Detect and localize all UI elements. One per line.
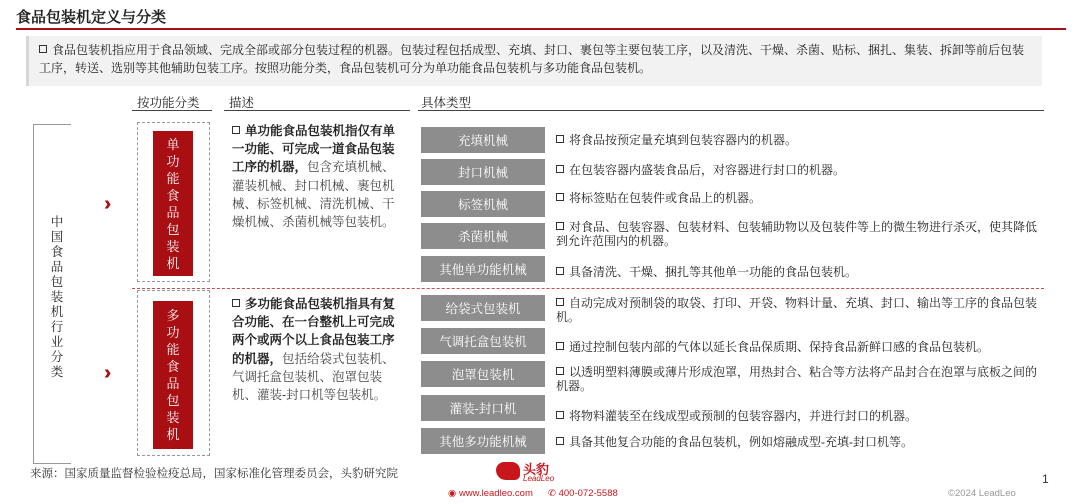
checkbox-bullet-icon (232, 299, 240, 307)
type-label: 泡罩包装机 (421, 361, 545, 387)
category-label-single: 单功能食品包装机 (153, 131, 193, 276)
type-description: 在包装容器内盛装食品后，对容器进行封口的机器。 (556, 163, 1046, 177)
header-rule (224, 110, 410, 111)
type-description: 以透明塑料薄膜或薄片形成泡罩，用热封合、粘合等方法将产品封合在泡罩与底板之间的机器。 (556, 365, 1038, 393)
type-description: 将物料灌装至在线成型或预制的包装容器内，并进行封口的机器。 (556, 409, 1046, 423)
type-label: 标签机械 (421, 191, 545, 217)
header-rule (418, 110, 1044, 111)
category-description-single (232, 122, 404, 231)
header-by-function: 按功能分类 (137, 96, 200, 110)
checkbox-bullet-icon (232, 126, 240, 134)
intro-text: 食品包装机指应用于食品领域、完成全部或部分包装过程的机器。包装过程包括成型、充填、封口、裹包等主要包装工序，以及清洗、干燥、杀菌、贴标、捆扎、集装、拆卸等前后包装工序，转送、选别等其他辅助包装工序。按照功能分类，食品包装机可分为单功能食品包装机与多功能食品包装机。 (39, 43, 1025, 75)
type-description: 通过控制包装内部的气体以延长食品保质期、保持食品新鲜口感的食品包装机。 (556, 340, 1046, 354)
checkbox-bullet-icon (556, 411, 564, 419)
description-bold: 单功能食品包装机指仅有单一功能、可完成一道食品包装工序的机器， (232, 124, 396, 175)
checkbox-bullet-icon (556, 222, 564, 230)
type-label: 充填机械 (421, 127, 545, 153)
type-description: 具备其他复合功能的食品包装机，例如熔融成型-充填-封口机等。 (556, 435, 1046, 449)
page-title: 食品包装机定义与分类 (16, 9, 167, 26)
footer-phone: ✆ 400-072-5588 (548, 488, 618, 499)
phone-icon: ✆ (548, 488, 559, 499)
checkbox-bullet-icon (556, 135, 564, 143)
header-description: 描述 (229, 96, 255, 110)
checkbox-bullet-icon (556, 193, 564, 201)
type-description: 具备清洗、干燥、捆扎等其他单一功能的食品包装机。 (556, 265, 1046, 279)
type-description: 对食品、包装容器、包装材料、包装辅助物以及包装件等上的微生物进行杀灭，使其降低到允许范围内的机器。 (556, 220, 1038, 248)
checkbox-bullet-icon (556, 367, 564, 375)
copyright: ©2024 LeadLeo (948, 488, 1016, 499)
checkbox-bullet-icon (556, 342, 564, 350)
logo-text: 头豹 (523, 462, 550, 477)
type-label: 其他多功能机械 (421, 428, 545, 454)
type-label: 其他单功能机械 (421, 256, 545, 282)
description-bold: 多功能食品包装机指具有复合功能、在一台整机上可完成两个或两个以上食品包装工序的机器， (232, 297, 396, 366)
type-label: 给袋式包装机 (421, 295, 545, 321)
footer-website[interactable]: ◉ www.leadleo.com (448, 488, 533, 499)
section-divider (132, 288, 1044, 289)
leopard-logo-icon (496, 462, 520, 480)
header-rule (132, 110, 212, 111)
checkbox-bullet-icon (556, 267, 564, 275)
title-divider (16, 28, 1066, 30)
page-number: 1 (1042, 472, 1049, 486)
logo-subtext: LeadLeo (523, 474, 555, 483)
type-label: 封口机械 (421, 159, 545, 185)
category-description-multi (232, 295, 404, 404)
category-label-multi: 多功能食品包装机 (153, 301, 193, 449)
type-description: 将食品按预定量充填到包装容器内的机器。 (556, 133, 1046, 147)
description-rest: 包括给袋式包装机、气调托盒包装机、泡罩包装机、灌装-封口机等包装机。 (232, 351, 395, 403)
checkbox-bullet-icon (39, 45, 47, 53)
type-label: 杀菌机械 (421, 223, 545, 249)
checkbox-bullet-icon (556, 298, 564, 306)
type-label: 灌装-封口机 (421, 395, 545, 421)
checkbox-bullet-icon (556, 165, 564, 173)
type-label: 气调托盒包装机 (421, 328, 545, 354)
source-note: 来源：国家质量监督检验检疫总局，国家标准化管理委员会，头豹研究院 (30, 468, 398, 480)
double-chevron-icon: ›› (104, 362, 106, 384)
globe-icon: ◉ (448, 488, 459, 499)
double-chevron-icon: ›› (104, 193, 106, 215)
side-label: 中国食品包装机行业分类 (50, 215, 64, 379)
intro-box (26, 36, 1042, 86)
checkbox-bullet-icon (556, 437, 564, 445)
header-types: 具体类型 (421, 96, 472, 110)
description-rest: 包含充填机械、灌装机械、封口机械、裹包机械、标签机械、清洗机械、干燥机械、杀菌机械等包装机。 (232, 160, 395, 230)
type-description: 将标签贴在包装件或食品上的机器。 (556, 191, 1046, 205)
type-description: 自动完成对预制袋的取袋、打印、开袋、物料计量、充填、封口、输出等工序的食品包装机。 (556, 296, 1038, 324)
